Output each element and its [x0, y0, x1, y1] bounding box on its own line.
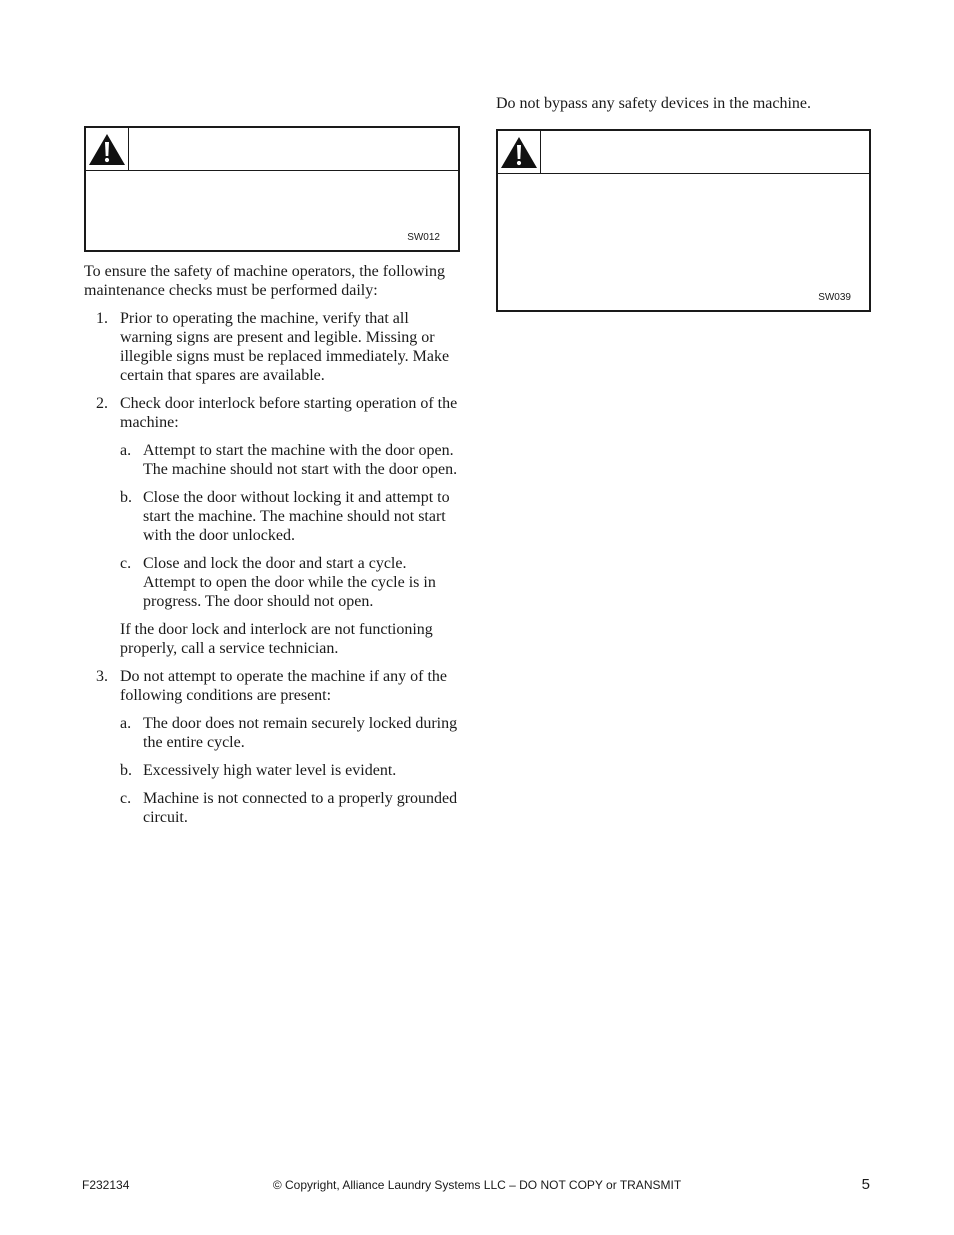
- substep-letter: c.: [120, 555, 132, 572]
- warning-triangle-icon: [500, 135, 538, 169]
- warning-icon-cell: [498, 131, 541, 173]
- substep-text: Close the door without locking it and attempt to start the machine. The machine should not start with the door unlocked.: [143, 489, 450, 544]
- step-text: Prior to operating the machine, verify that all warning signs are present and legible. Missing or illegible signs must be replaced immediately. Make certain that spares are available.: [120, 310, 450, 384]
- warning-code: SW012: [407, 232, 440, 243]
- substep-text: Excessively high water level is evident.: [143, 762, 397, 779]
- warning-icon-cell: [86, 128, 129, 170]
- warning-title-area: [129, 128, 458, 170]
- copyright-notice: © Copyright, Alliance Laundry Systems LLC – DO NOT COPY or TRANSMIT: [272, 1178, 682, 1192]
- warning-title-area: [541, 131, 869, 173]
- step-number: 2.: [96, 395, 108, 412]
- step-number: 3.: [96, 668, 108, 685]
- warning-code: SW039: [818, 292, 851, 303]
- document-number: F232134: [82, 1178, 130, 1192]
- bypass-warning-text: Do not bypass any safety devices in the machine.: [496, 95, 812, 112]
- substep-2c: [120, 554, 460, 611]
- step-1: [84, 309, 460, 385]
- step-3: [84, 667, 460, 827]
- page-footer: [0, 1178, 954, 1194]
- warning-header: [86, 128, 458, 171]
- substep-2b: [120, 488, 460, 545]
- substep-letter: b.: [120, 489, 132, 506]
- substep-letter: a.: [120, 442, 132, 459]
- warning-triangle-icon: [88, 132, 126, 166]
- substep-letter: b.: [120, 762, 132, 779]
- intro-paragraph: To ensure the safety of machine operators, the following maintenance checks must be performed daily:: [84, 263, 445, 299]
- substep-text: Machine is not connected to a properly grounded circuit.: [143, 790, 458, 826]
- substep-letter: c.: [120, 790, 132, 807]
- step-2-substeps: [120, 441, 460, 611]
- step-text: Do not attempt to operate the machine if any of the following conditions are present:: [120, 668, 447, 704]
- right-column: [496, 94, 871, 312]
- warning-box-sw039: [496, 129, 871, 312]
- warning-header: [498, 131, 869, 174]
- substep-text: Attempt to start the machine with the door open. The machine should not start with the door open.: [143, 442, 458, 478]
- substep-3b: [120, 761, 460, 780]
- warning-box-sw012: [84, 126, 460, 252]
- step-3-substeps: [120, 714, 460, 827]
- substep-3a: [120, 714, 460, 752]
- maintenance-steps: [84, 309, 460, 827]
- substep-text: Close and lock the door and start a cycle. Attempt to open the door while the cycle is in progress. The door should not open.: [143, 555, 436, 610]
- substep-3c: [120, 789, 460, 827]
- left-column: [84, 126, 460, 836]
- substep-letter: a.: [120, 715, 132, 732]
- step-2: [84, 394, 460, 658]
- step-text: Check door interlock before starting operation of the machine:: [120, 395, 458, 431]
- substep-text: The door does not remain securely locked during the entire cycle.: [143, 715, 458, 751]
- page-number: 5: [861, 1176, 870, 1193]
- step-2-note: If the door lock and interlock are not functioning properly, call a service technician.: [120, 621, 433, 657]
- step-number: 1.: [96, 310, 108, 327]
- substep-2a: [120, 441, 460, 479]
